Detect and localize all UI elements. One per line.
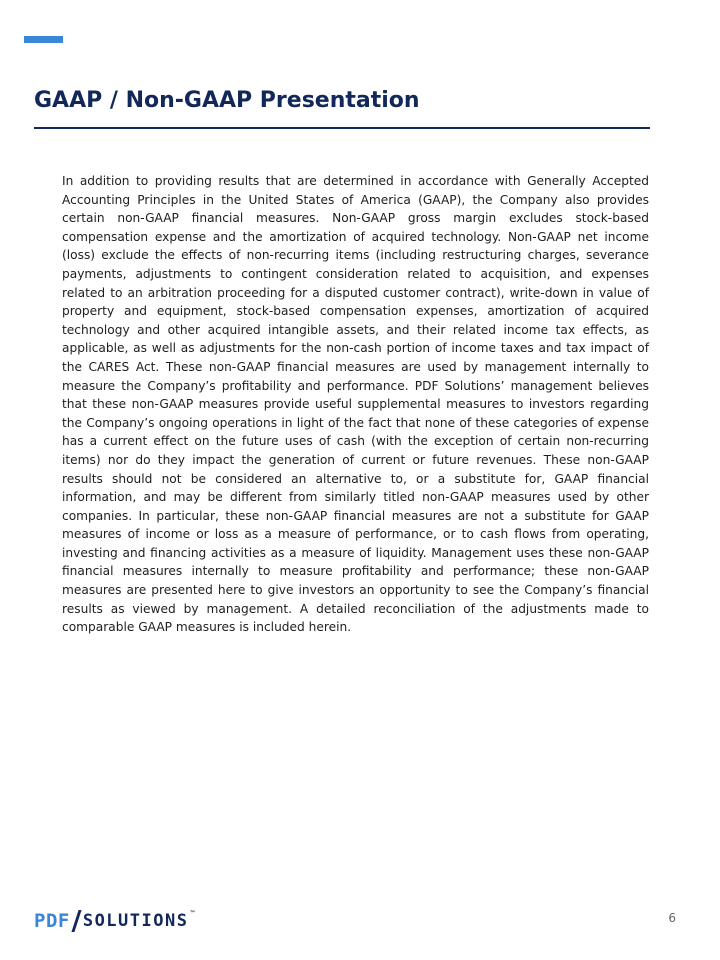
logo-pdf-text: PDF (34, 910, 70, 932)
page-number: 6 (668, 911, 676, 925)
company-logo (34, 910, 196, 932)
title-divider (34, 127, 650, 129)
logo-slash-icon (71, 910, 81, 932)
logo-solutions-text: SOLUTIONS (82, 911, 189, 931)
accent-bar (24, 36, 63, 43)
page-title: GAAP / Non-GAAP Presentation (34, 88, 420, 113)
body-paragraph: In addition to providing results that are determined in accordance with Generally Accepted Accounting Principles in the United States of America (GAAP), the Company also provides certain non-GAAP financial measures. Non-GAAP gross margin excludes stock-based compensation expense and the amortization of acquired technology. Non-GAAP net income (loss) exclude the effects of non-recurring items (including restructuring charges, severance payments, adjustments to contingent consideration related to acquisition, and expenses related to an arbitration proceeding for a disputed customer contract), write-down in value of property and equipment, stock-based compensation expenses, amortization of acquired technology and other acquired intangible assets, and their related income tax effects, as applicable, as well as adjustments for the non-cash portion of income taxes and tax impact of the CARES Act. These non-GAAP financial measures are used by management internally to measure the Company’s profitability and performance. PDF Solutions’ management believes that these non-GAAP measures provide useful supplemental measures to investors regarding the Company’s ongoing operations in light of the fact that none of these categories of expense has a current effect on the future uses of cash (with the exception of certain non-recurring items) nor do they impact the generation of current or future revenues. These non-GAAP results should not be considered an alternative to, or a substitute for, GAAP financial information, and may be different from similarly titled non-GAAP measures used by other companies. In particular, these non-GAAP financial measures are not a substitute for GAAP measures of income or loss as a measure of performance, or to cash flows from operating, investing and financing activities as a measure of liquidity. Management uses these non-GAAP financial measures internally to measure profitability and performance; these non-GAAP measures are presented here to give investors an opportunity to see the Company’s financial results as viewed by management. A detailed reconciliation of the adjustments made to comparable GAAP measures is included herein. (62, 174, 649, 635)
logo-trademark: ™ (189, 910, 196, 917)
